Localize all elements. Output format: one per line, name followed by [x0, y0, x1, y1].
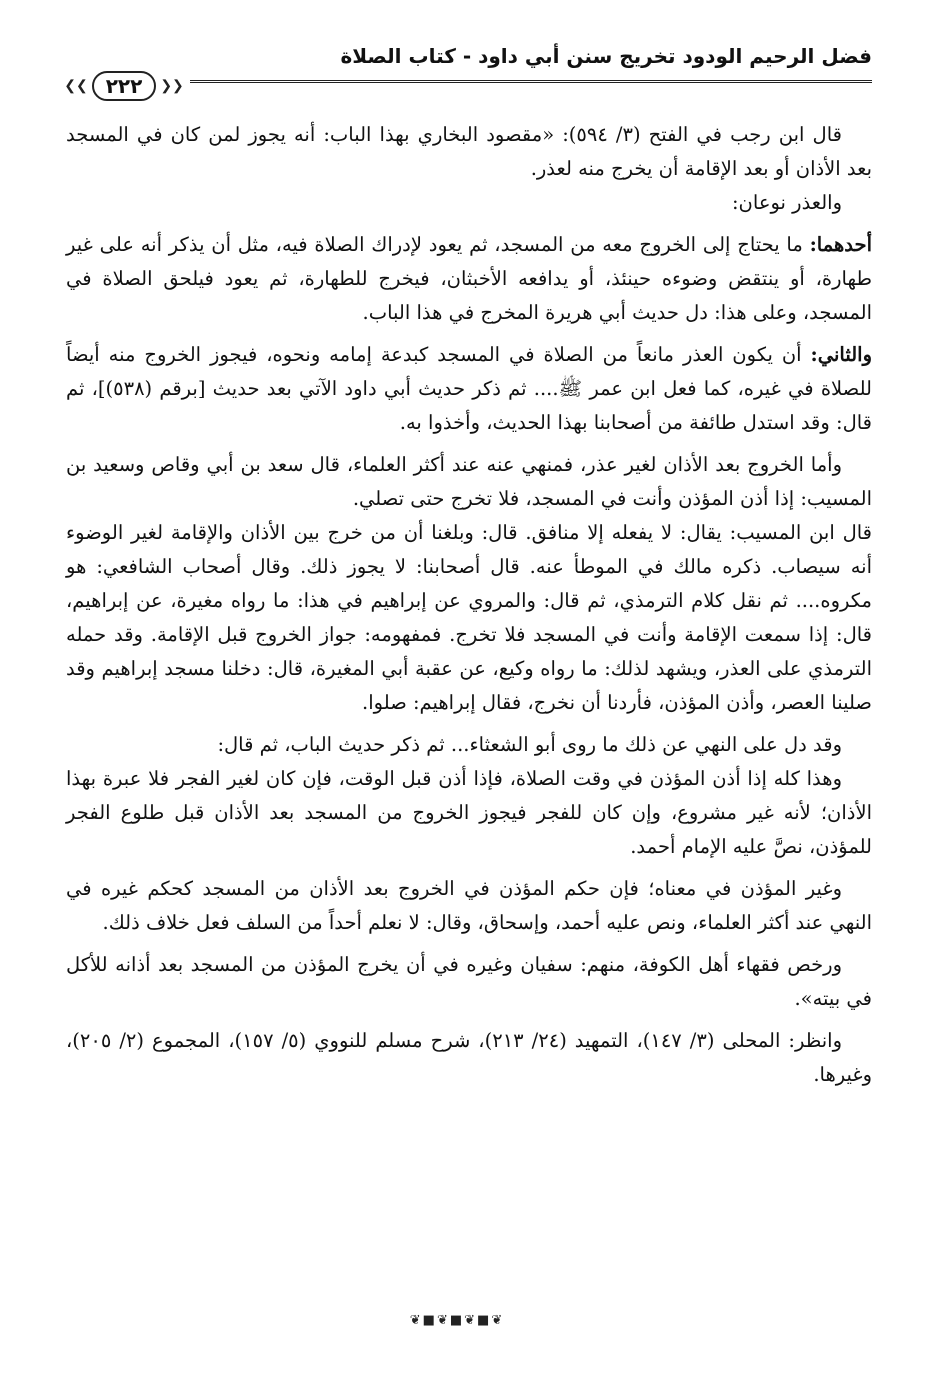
- ornament-icon: ❦: [409, 1312, 421, 1328]
- paragraph: والعذر نوعان:: [731, 191, 842, 214]
- paragraph-lead: والثاني:: [810, 343, 872, 366]
- paragraph-lead: أحدهما:: [809, 233, 872, 256]
- ornament-icon: ❦: [464, 1312, 476, 1328]
- paragraph: وقد دل على النهي عن ذلك ما روى أبو الشعثاء... ثم ذكر حديث الباب، ثم قال:: [217, 733, 842, 756]
- paragraph: وأما الخروج بعد الأذان لغير عذر، فمنهي عنه عند أكثر العلماء، قال سعد بن أبي وقاص وسعيد بن المسيب: إذا أذن المؤذن وأنت في المسجد، فلا تخرج حتى تصلي.: [66, 453, 872, 510]
- paragraph: [66, 228, 872, 330]
- end-ornament: [372, 1312, 540, 1328]
- paragraph: وانظر: المحلى (٣/ ١٤٧)، التمهيد (٢٤/ ٢١٣)، شرح مسلم للنووي (٥/ ١٥٧)، المجموع (٢/ ٢٠٥)، وغيرها.: [66, 1029, 872, 1086]
- paragraph: قال ابن رجب في الفتح (٣/ ٥٩٤): «مقصود البخاري بهذا الباب: أنه يجوز لمن كان في المسجد بعد الأذان أو بعد الإقامة أن يخرج منه لعذر.: [66, 123, 872, 180]
- paragraph: وهذا كله إذا أذن المؤذن في وقت الصلاة، فإذا أذن قبل الوقت، فإن كان لغير الفجر فلا عبرة بهذا الأذان؛ لأنه غير مشروع، وإن كان للفجر فيجوز الخروج من المسجد بعد الأذان قبل طلوع الفجر للمؤذن، نصَّ عليه الإمام أحمد.: [66, 767, 872, 858]
- running-title: فضل الرحيم الودود تخريج سنن أبي داود - كتاب الصلاة: [340, 44, 872, 68]
- paragraph: ورخص فقهاء أهل الكوفة، منهم: سفيان وغيره في أن يخرج المؤذن من المسجد بعد أذانه للأكل في بيته».: [66, 953, 872, 1010]
- ornament-icon: ■: [422, 1312, 435, 1328]
- paragraph-text: أن يكون العذر مانعاً من الصلاة في المسجد كبدعة إمامه ونحوه، فيجوز الخروج منه أيضاً للصلاة في غيره، كما فعل ابن عمر ﷺ.... ثم ذكر حديث أبي داود الآتي بعد حديث [برقم (٥٣٨)]، ثم قال: وقد استدل طائفة من أصحابنا بهذا الحديث، وأخذوا به.: [66, 343, 872, 434]
- page-number-badge: [58, 68, 190, 104]
- paragraph: [66, 338, 872, 440]
- page-header: [58, 40, 872, 100]
- ornament-icon: ■: [449, 1312, 463, 1328]
- paragraph-text: ما يحتاج إلى الخروج معه من المسجد، ثم يعود لإدراك الصلاة فيه، مثل أن يذكر أنه على غير طهارة، أو ينتقض وضوءه حينئذ، أو يدافعه الأخبثان، فيخرج للطهارة، ثم يعود فيلحق الصلاة في المسجد، وعلى هذا: دل حديث أبي هريرة المخرج في هذا الباب.: [66, 233, 872, 324]
- ornament-icon: ❦: [436, 1312, 448, 1328]
- ornament-icon: ❦: [491, 1312, 503, 1328]
- ornament-icon: ■: [477, 1312, 490, 1328]
- ornament-icon: ❯❯: [160, 78, 184, 94]
- paragraph: قال ابن المسيب: يقال: لا يفعله إلا منافق. قال: وبلغنا أن من خرج بين الأذان والإقامة لغير الوضوء أنه سيصاب. ذكره مالك في الموطأ عنه. قال أصحابنا: لا يجوز ذلك. وقال أصحاب الشافعي: هو مكروه.... ثم نقل كلام الترمذي، ثم قال: والمروي عن إبراهيم في هذا: ما رواه مغيرة، عن إبراهيم، قال: إذا سمعت الإقامة وأنت في المسجد فلا تخرج. فمفهومه: جواز الخروج قبل الإقامة. وقد حمله الترمذي على العذر، ويشهد لذلك: ما رواه وكيع، عن عقبة أبي المغيرة، قال: دخلنا مسجد إبراهيم وقد صلينا العصر، وأذن المؤذن، فأردنا أن نخرج، فقال إبراهيم: صلوا.: [66, 521, 872, 714]
- page-body: [66, 118, 872, 1092]
- paragraph: وغير المؤذن في معناه؛ فإن حكم المؤذن في الخروج بعد الأذان من المسجد كحكم غيره في النهي عند أكثر العلماء، ونص عليه أحمد، وإسحاق، وقال: لا نعلم أحداً من السلف فعل خلاف ذلك.: [66, 877, 872, 934]
- ornament-icon: ❮❮: [64, 78, 88, 94]
- page-number: ٢٢٢: [92, 71, 157, 101]
